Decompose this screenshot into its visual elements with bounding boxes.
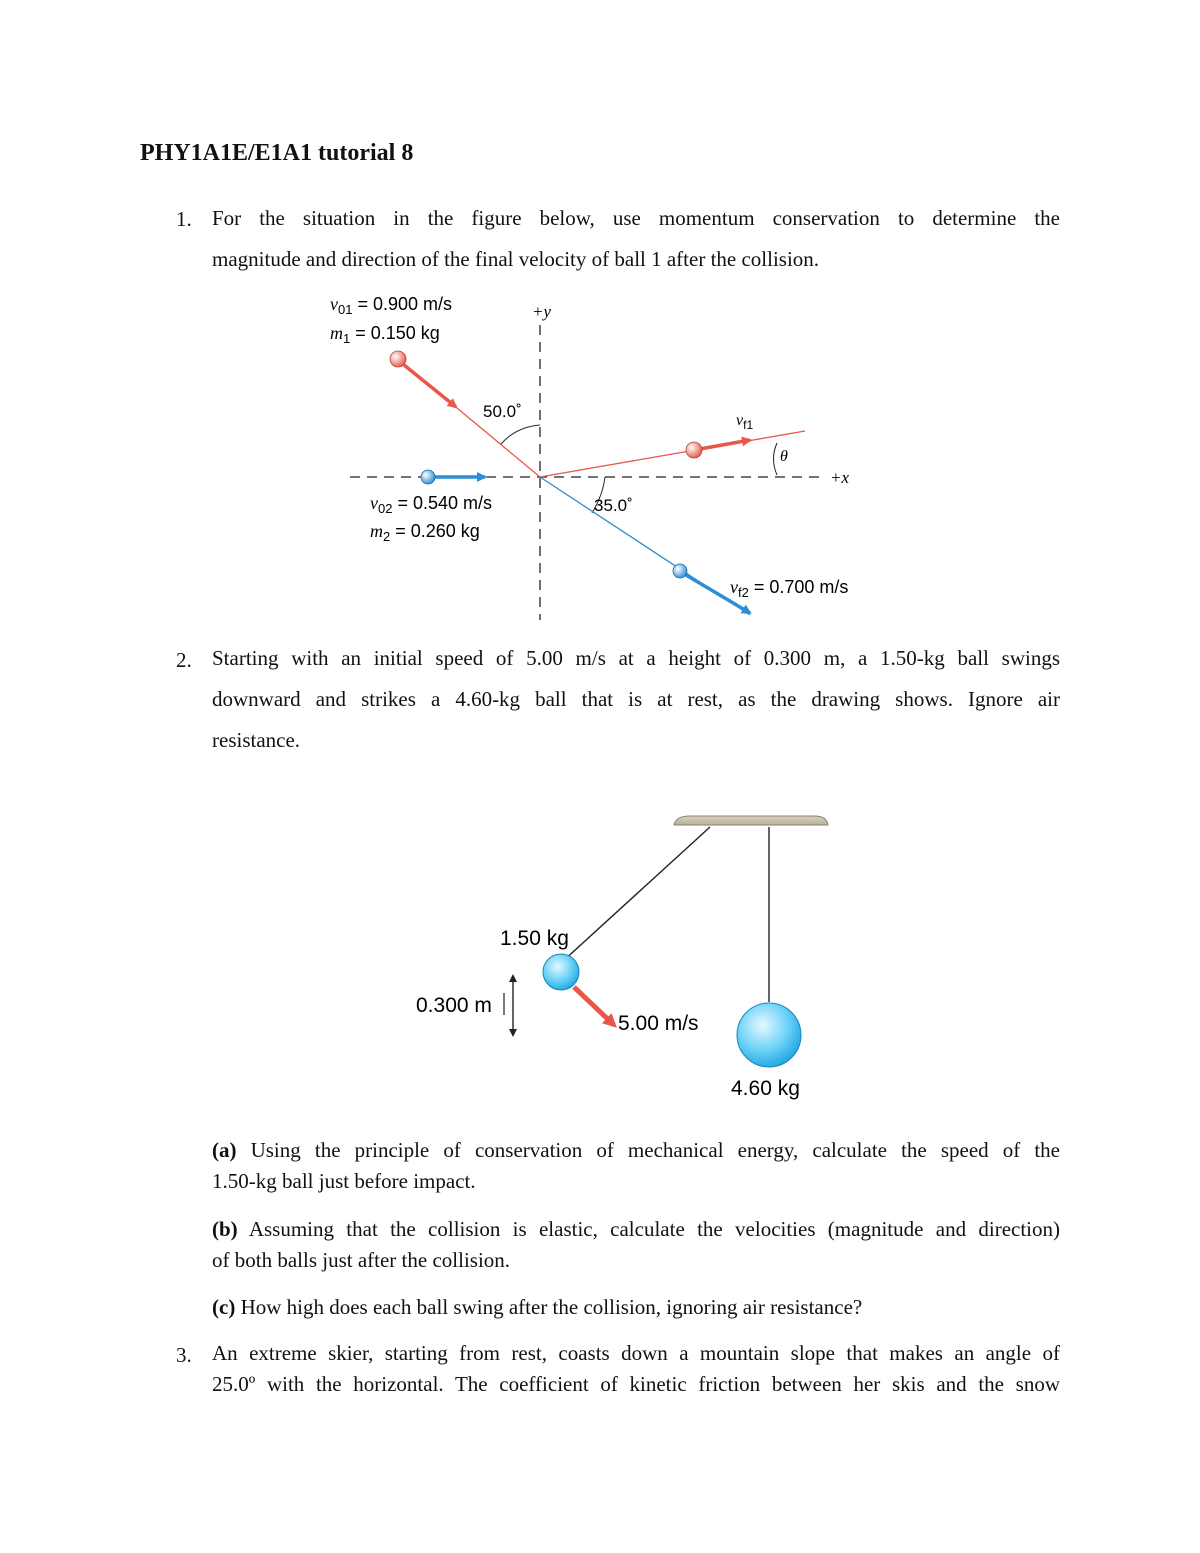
m1-label: $m_1 = 0.150$ kg xyxy=(330,323,440,346)
question-2-line-2: downward and strikes a 4.60-kg ball that is at rest, as the drawing shows. Ignore air xyxy=(212,687,1060,711)
ball1-final xyxy=(686,442,702,458)
m2-label: $m_2 = 0.260$ kg xyxy=(370,521,480,544)
part-a-line-2: 1.50-kg ball just before impact. xyxy=(212,1169,476,1193)
part-a-line-1: (a) Using the principle of conservation of mechanical energy, calculate the speed of the xyxy=(212,1138,1060,1162)
string-small-ball xyxy=(562,827,710,962)
theta-arc xyxy=(774,443,778,475)
question-2-line-1: Starting with an initial speed of 5.00 m/s at a height of 0.300 m, a 1.50-kg ball swings xyxy=(212,646,1060,670)
speed-label: 5.00 m/s xyxy=(618,1012,699,1035)
part-b-line-1: (b) Assuming that the collision is elastic, calculate the velocities (magnitude and direction) xyxy=(212,1217,1060,1241)
ceiling-support xyxy=(674,816,828,825)
v01-label: $v_{01} = 0.900$ m/s xyxy=(330,294,453,317)
page-title: PHY1A1E/E1A1 tutorial 8 xyxy=(140,140,414,166)
pendulum-figure xyxy=(400,805,840,1105)
collision-figure xyxy=(320,285,880,625)
vf1-label: $v_{f1}$ xyxy=(736,412,754,432)
ball1-outgoing-path xyxy=(540,431,805,477)
question-1-number: 1. xyxy=(176,207,192,231)
question-1-line-2: magnitude and direction of the final velocity of ball 1 after the collision. xyxy=(212,247,820,271)
vf2-label: $v_{f2} = 0.700$ m/s xyxy=(730,577,849,600)
height-label: 0.300 m xyxy=(416,994,492,1017)
ball1-initial xyxy=(390,351,406,367)
vf1-arrow xyxy=(700,440,750,449)
question-3-line-1: An extreme skier, starting from rest, coasts down a mountain slope that makes an angle of xyxy=(212,1341,1060,1365)
question-3-line-2: 25.0º with the horizontal. The coefficient of kinetic friction between her skis and the snow xyxy=(212,1372,1060,1396)
ball2-final xyxy=(673,564,687,578)
question-2-line-3: resistance. xyxy=(212,728,301,752)
part-b-line-2: of both balls just after the collision. xyxy=(212,1248,511,1272)
large-mass-label: 4.60 kg xyxy=(731,1077,800,1100)
ball2-initial xyxy=(421,470,435,484)
part-c-line-1: (c) How high does each ball swing after the collision, ignoring air resistance? xyxy=(212,1295,863,1319)
v01-arrow xyxy=(404,365,456,407)
v02-label: $v_{02} = 0.540$ m/s xyxy=(370,493,493,516)
question-1-line-1: For the situation in the figure below, use momentum conservation to determine the xyxy=(212,206,1060,230)
theta-label: θ xyxy=(780,448,788,465)
angle-50-label: 50.0˚ xyxy=(483,402,522,421)
plus-y-label: +y xyxy=(532,302,552,321)
question-2-number: 2. xyxy=(176,648,192,672)
velocity-arrow xyxy=(574,987,614,1025)
ball-1-50-kg xyxy=(543,954,579,990)
plus-x-label: +x xyxy=(830,468,850,487)
small-mass-label: 1.50 kg xyxy=(500,927,569,950)
ball-4-60-kg xyxy=(737,1003,801,1067)
angle-50-arc xyxy=(501,425,540,444)
question-3-number: 3. xyxy=(176,1343,192,1367)
angle-35-label: 35.0˚ xyxy=(594,496,633,515)
